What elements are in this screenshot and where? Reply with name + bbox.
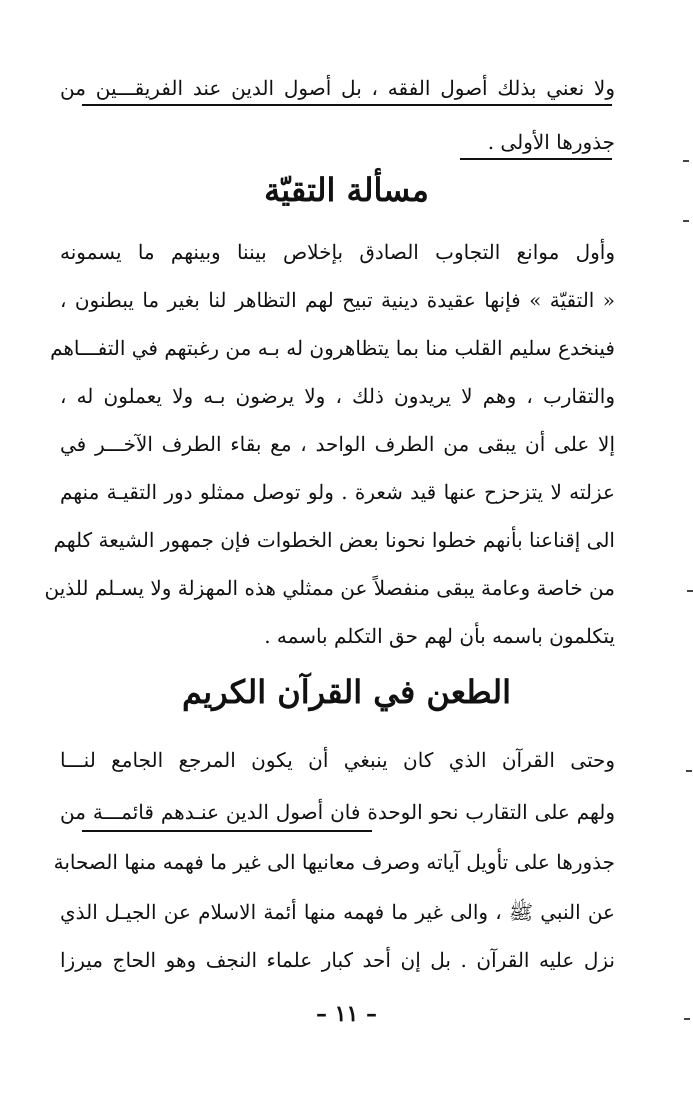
paragraph-2-line-2: ولهم على التقارب نحو الوحدة فان أصول الدين عنـدهم قائمـــة من <box>60 800 615 824</box>
paragraph-1-line-6: عزلته لا يتزحزح عنها قيد شعرة . ولو توصل ممثلو دور التقيـة منهم <box>60 480 615 504</box>
paragraph-2-line-4: عن النبي ﷺ ، والى غير ما فهمه منها أئمة الاسلام عن الجيـل الذي <box>60 900 615 924</box>
paragraph-1-line-1: وأول موانع التجاوب الصادق بإخلاص بيننا وبينهم ما يسمونه <box>60 240 615 264</box>
paragraph-1-line-8: من خاصة وعامة يبقى منفصلاً عن ممثلي هذه المهزلة ولا يسـلم للذين <box>44 576 615 600</box>
paragraph-2-line-5: نزل عليه القرآن . بل إن أحد كبار علماء النجف وهو الحاج ميرزا <box>60 948 615 972</box>
scan-mark <box>687 590 693 592</box>
heading-quran: الطعن في القرآن الكريم <box>181 673 512 711</box>
scan-mark <box>684 1018 690 1020</box>
paragraph-1-line-2: « التقيّة » فإنها عقيدة دينية تبيح لهم التظاهر لنا بغير ما يبطنون ، <box>60 288 615 312</box>
paragraph-1-line-4: والتقارب ، وهم لا يريدون ذلك ، ولا يرضون بـه ولا يعملون له ، <box>60 384 615 408</box>
paragraph-2-line-3: جذورها على تأويل آياته وصرف معانيها الى غير ما فهمه منها الصحابة <box>53 850 615 874</box>
page-number: – ١١ – <box>316 1001 377 1027</box>
intro-underline-2 <box>460 158 612 160</box>
paragraph-1-line-5: إلا على أن يبقى من الطرف الواحد ، مع بقاء الطرف الآخـــر في <box>60 432 615 456</box>
intro-line-1: ولا نعني بذلك أصول الفقه ، بل أصول الدين عند الفريقـــين من <box>60 76 615 100</box>
paragraph-2-line-1: وحتى القرآن الذي كان ينبغي أن يكون المرجع الجامع لنـــا <box>60 748 615 772</box>
scan-mark <box>683 220 689 222</box>
paragraph-1-line-9: يتكلمون باسمه بأن لهم حق التكلم باسمه . <box>264 624 615 648</box>
heading-taqiyya: مسألة التقيّة <box>264 171 429 209</box>
scan-mark <box>683 160 689 162</box>
paragraph-2-underline <box>82 830 372 832</box>
scan-mark <box>686 770 692 772</box>
intro-underline <box>82 104 612 106</box>
intro-line-2: جذورها الأولى . <box>487 130 615 154</box>
paragraph-1-line-3: فينخدع سليم القلب منا بما يتظاهرون له بـه من رغبتهم في التفـــاهم <box>50 336 615 360</box>
paragraph-1-line-7: الى إقناعنا بأنهم خطوا نحونا بعض الخطوات فإن جمهور الشيعة كلهم <box>53 528 615 552</box>
